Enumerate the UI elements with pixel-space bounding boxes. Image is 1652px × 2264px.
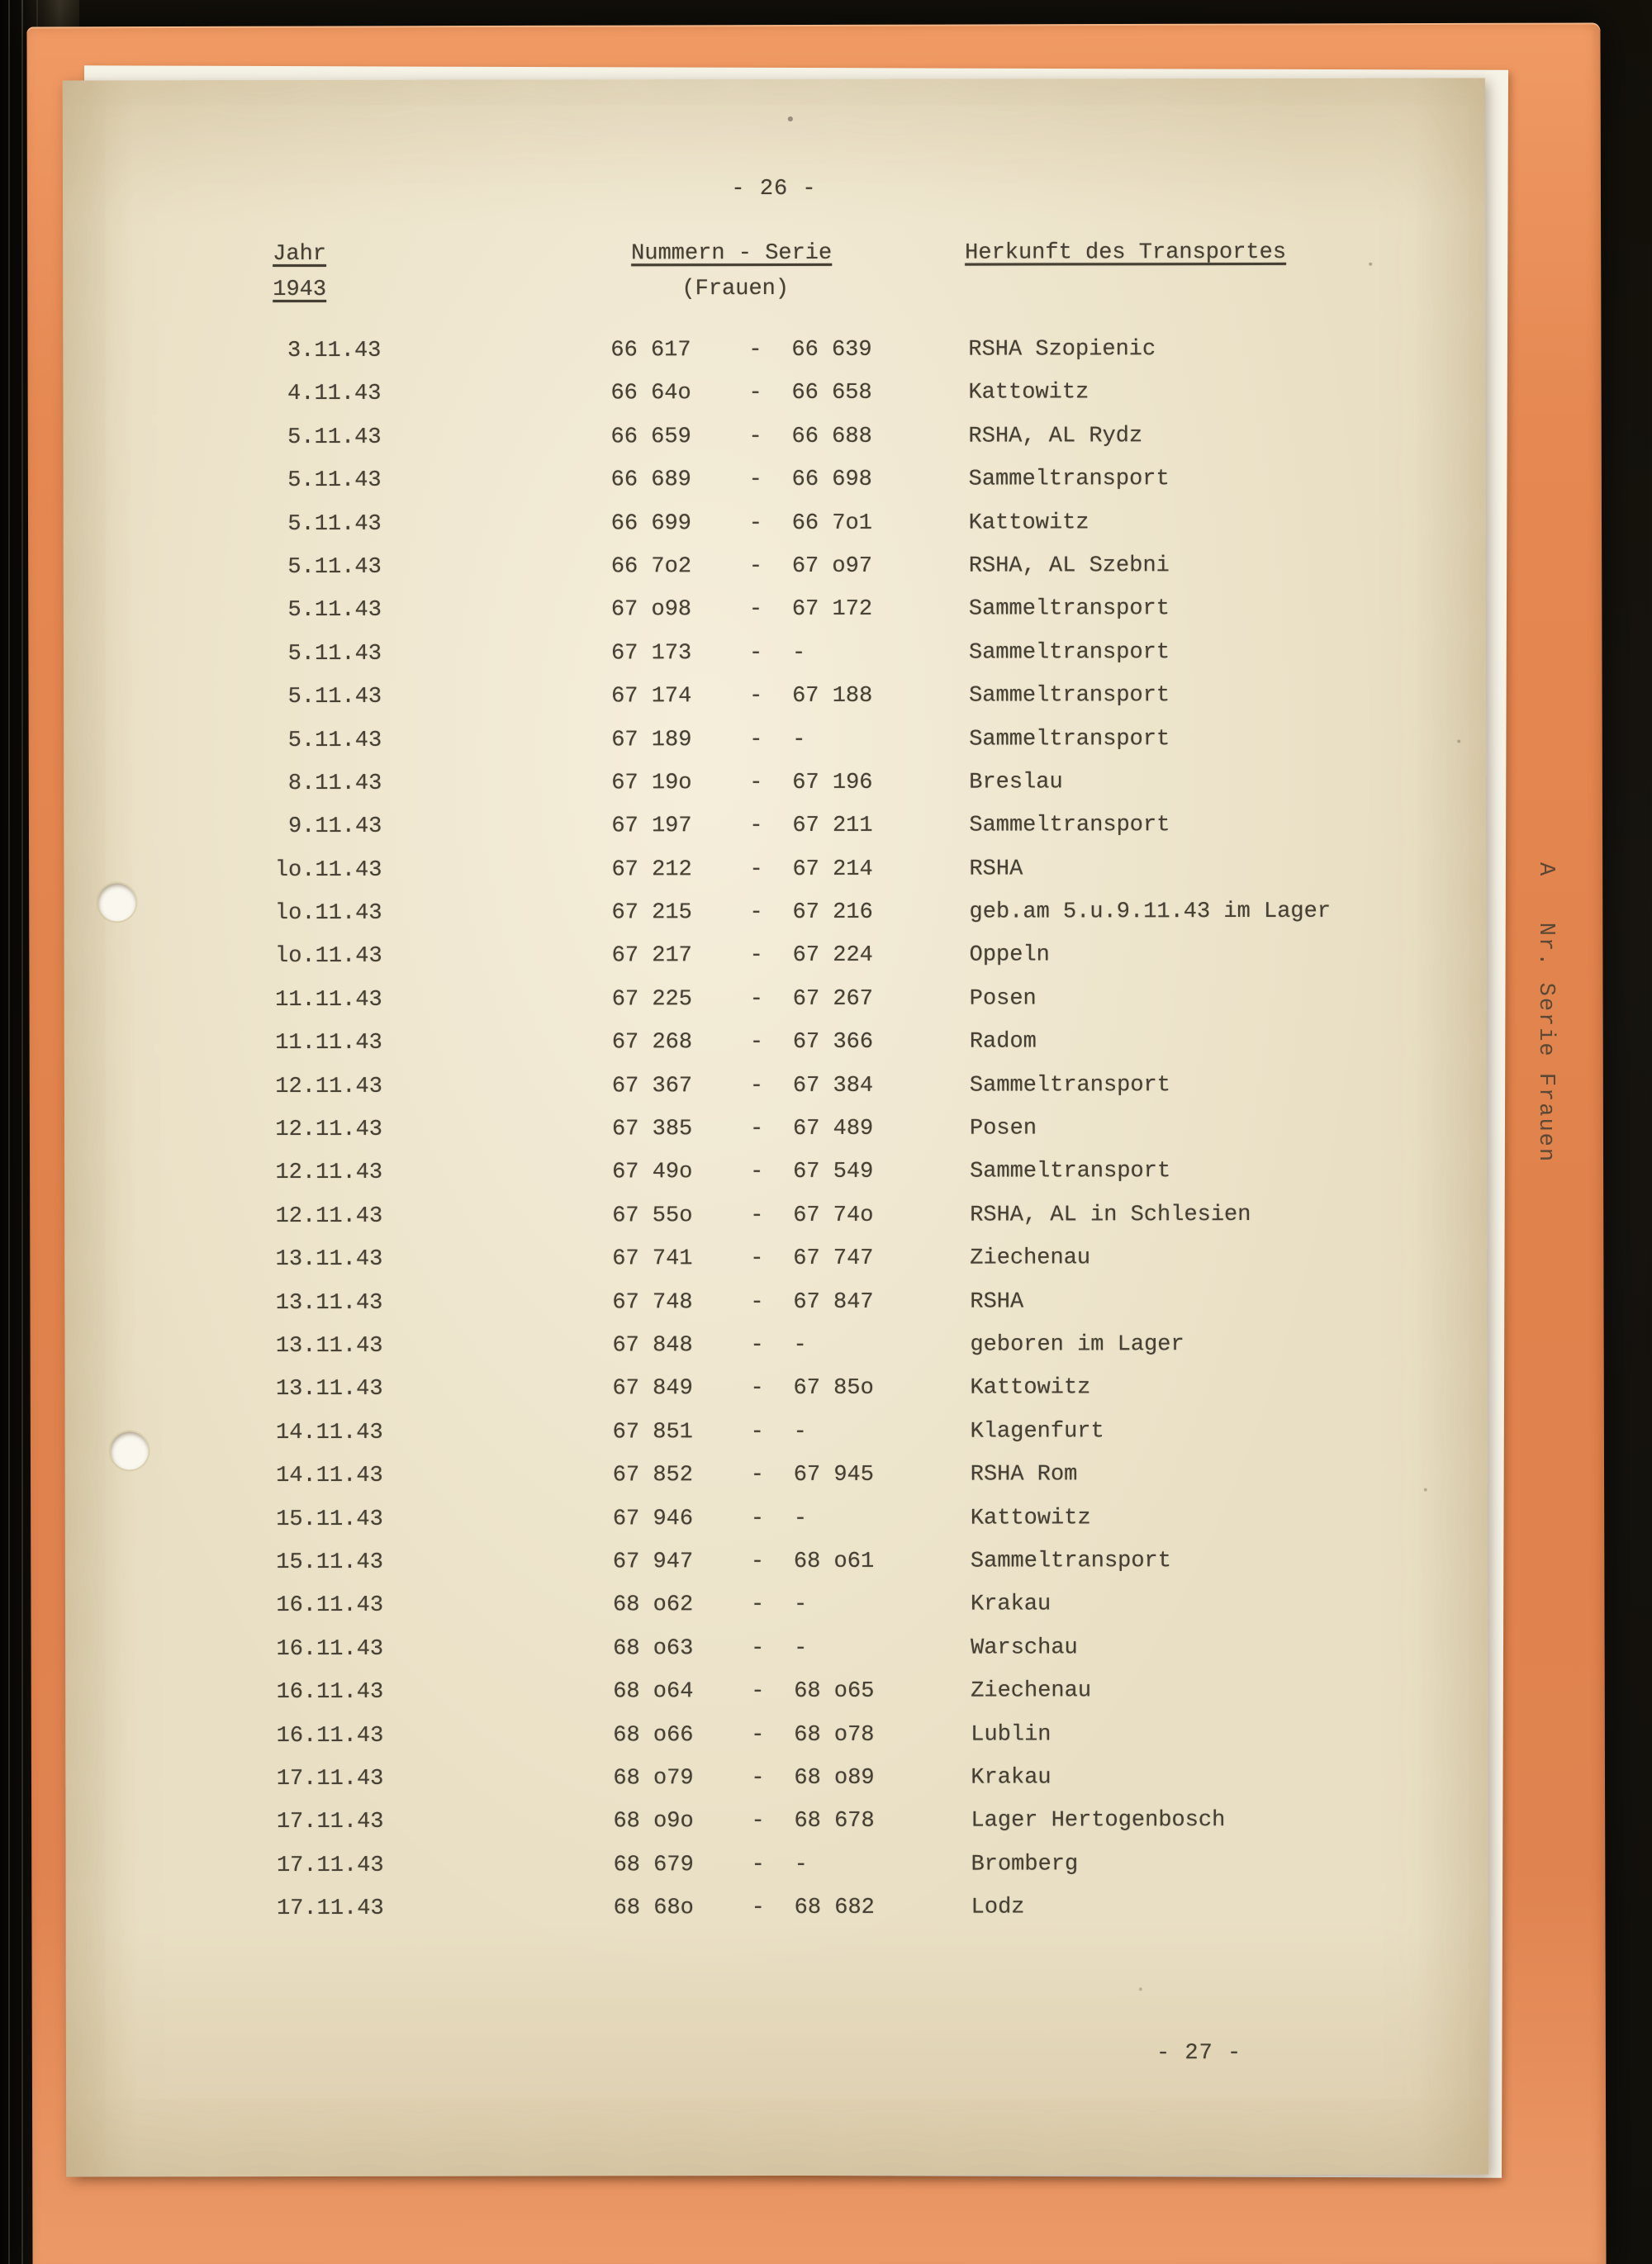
- row-range-dash: -: [751, 1722, 765, 1748]
- row-date: 5.11.43: [287, 511, 382, 537]
- row-range-dash: -: [749, 943, 763, 969]
- table-row: [65, 1539, 1488, 1584]
- row-origin: Krakau: [970, 1592, 1051, 1617]
- row-date: 17.11.43: [276, 1853, 384, 1878]
- row-date: 17.11.43: [276, 1896, 384, 1922]
- row-number-to: 67 211: [792, 814, 873, 839]
- row-date: 5.11.43: [287, 425, 382, 450]
- row-origin: RSHA, AL Rydz: [968, 424, 1143, 449]
- table-row: [64, 543, 1486, 589]
- row-origin: Kattowitz: [970, 1375, 1091, 1401]
- row-number-from: 67 947: [612, 1550, 694, 1575]
- row-date: 13.11.43: [275, 1377, 383, 1403]
- row-number-from: 66 617: [610, 338, 691, 363]
- row-date: 11.11.43: [275, 1031, 382, 1056]
- row-number-to: 67 489: [792, 1116, 874, 1141]
- row-number-to: 67 216: [792, 899, 873, 926]
- row-range-dash: -: [750, 1203, 764, 1228]
- row-number-from: 67 212: [611, 857, 692, 883]
- table-row: [64, 630, 1486, 676]
- row-origin: Kattowitz: [968, 380, 1089, 406]
- row-number-from: 67 741: [612, 1246, 693, 1272]
- row-number-to: 67 847: [793, 1289, 874, 1315]
- row-number-from: 67 225: [611, 987, 692, 1013]
- row-range-dash: -: [748, 553, 763, 580]
- row-number-to: 68 o65: [794, 1678, 875, 1705]
- table-row: [65, 1583, 1488, 1628]
- row-number-to: -: [793, 1592, 808, 1618]
- row-range-dash: -: [750, 1549, 765, 1574]
- row-date: 5.11.43: [287, 468, 382, 494]
- row-number-from: 67 385: [611, 1117, 693, 1142]
- table-row: [64, 501, 1486, 546]
- row-number-from: 67 197: [611, 814, 692, 839]
- row-range-dash: -: [750, 1419, 764, 1445]
- row-range-dash: -: [748, 381, 762, 406]
- table-row: [64, 890, 1487, 936]
- row-origin: Ziechenau: [971, 1678, 1092, 1704]
- row-date: 13.11.43: [275, 1290, 383, 1316]
- series-sublabel: (Frauen): [681, 276, 790, 302]
- row-origin: Krakau: [971, 1765, 1051, 1791]
- transport-rows: [63, 327, 1488, 1930]
- table-row: [64, 717, 1486, 762]
- table-row: [64, 1107, 1487, 1152]
- row-number-to: 67 366: [792, 1030, 874, 1056]
- row-number-from: 67 o98: [610, 597, 692, 623]
- row-range-dash: -: [749, 684, 763, 710]
- row-number-to: 66 688: [791, 424, 872, 449]
- row-number-to: 66 7o1: [791, 510, 872, 536]
- row-number-to: 67 214: [792, 857, 873, 882]
- row-range-dash: -: [749, 900, 763, 926]
- row-range-dash: -: [751, 1809, 765, 1834]
- row-date: 17.11.43: [276, 1810, 384, 1835]
- row-range-dash: -: [751, 1896, 765, 1921]
- row-number-from: 68 o9o: [613, 1809, 694, 1834]
- row-origin: Sammeltransport: [969, 683, 1170, 709]
- table-row: [64, 458, 1486, 503]
- row-number-from: 67 217: [611, 943, 692, 969]
- row-origin: RSHA, AL Szebni: [968, 553, 1170, 579]
- row-date: 15.11.43: [276, 1550, 383, 1575]
- table-row: [65, 1453, 1488, 1498]
- row-number-from: 68 o64: [613, 1679, 694, 1705]
- row-number-from: 67 268: [611, 1030, 693, 1056]
- row-range-dash: -: [749, 857, 763, 882]
- table-row: [64, 976, 1487, 1022]
- table-row: [64, 804, 1486, 849]
- row-number-from: 67 748: [612, 1289, 693, 1315]
- row-range-dash: -: [748, 468, 762, 493]
- row-origin: RSHA, AL in Schlesien: [970, 1202, 1251, 1228]
- column-header-year: [273, 237, 326, 308]
- table-row: [64, 1279, 1487, 1325]
- row-range-dash: -: [750, 1376, 764, 1402]
- row-range-dash: -: [749, 1030, 764, 1056]
- row-range-dash: -: [749, 727, 763, 752]
- column-header-origin: [965, 235, 1286, 272]
- row-number-from: 67 19o: [611, 771, 692, 796]
- table-row: [65, 1669, 1488, 1715]
- row-origin: Lager Hertogenbosch: [971, 1808, 1226, 1834]
- row-date: 14.11.43: [276, 1463, 383, 1489]
- row-origin: RSHA: [969, 857, 1023, 882]
- row-number-from: 67 215: [611, 900, 692, 926]
- row-date: 12.11.43: [275, 1160, 383, 1186]
- row-number-from: 66 659: [610, 424, 691, 450]
- row-date: lo.11.43: [274, 944, 382, 970]
- table-row: [65, 1496, 1488, 1541]
- row-number-to: 66 639: [791, 337, 872, 363]
- row-number-to: -: [793, 1506, 808, 1531]
- row-range-dash: -: [748, 338, 762, 363]
- table-row: [65, 1799, 1488, 1844]
- row-origin: RSHA Szopienic: [968, 337, 1156, 363]
- row-origin: Sammeltransport: [969, 726, 1170, 752]
- row-range-dash: -: [750, 1289, 764, 1315]
- row-origin: Sammeltransport: [968, 639, 1170, 666]
- row-number-from: 68 68o: [613, 1896, 694, 1921]
- row-number-from: 66 7o2: [610, 554, 692, 580]
- table-row: [64, 1236, 1487, 1282]
- row-date: 13.11.43: [275, 1333, 383, 1360]
- page-number-top: - 26 -: [731, 176, 817, 202]
- row-number-to: 67 74o: [793, 1203, 874, 1228]
- row-number-to: -: [794, 1635, 808, 1661]
- row-date: 17.11.43: [276, 1766, 384, 1792]
- row-origin: Sammeltransport: [970, 1549, 1171, 1574]
- document-page: [63, 78, 1488, 2176]
- row-range-dash: -: [751, 1635, 765, 1661]
- row-number-to: 68 o61: [793, 1549, 875, 1574]
- row-origin: Bromberg: [971, 1852, 1079, 1877]
- table-row: [63, 371, 1485, 416]
- row-number-to: 68 678: [794, 1809, 875, 1834]
- row-number-to: 68 o89: [794, 1765, 875, 1791]
- row-date: 16.11.43: [276, 1593, 384, 1619]
- row-origin: geb.am 5.u.9.11.43 im Lager: [969, 899, 1332, 925]
- row-origin: Kattowitz: [970, 1505, 1091, 1531]
- row-number-from: 68 679: [613, 1852, 694, 1878]
- row-number-to: -: [792, 727, 806, 752]
- side-label: A Nr. Serie Frauen: [1533, 862, 1558, 1164]
- row-origin: RSHA: [970, 1289, 1024, 1315]
- row-date: 16.11.43: [276, 1723, 384, 1749]
- table-row: [66, 1842, 1488, 1887]
- row-range-dash: -: [748, 510, 762, 536]
- row-origin: Lublin: [971, 1721, 1051, 1748]
- row-number-to: 68 o78: [794, 1722, 875, 1748]
- row-origin: geboren im Lager: [970, 1332, 1184, 1358]
- table-row: [66, 1886, 1488, 1931]
- table-row: [64, 847, 1486, 892]
- row-number-from: 67 173: [610, 640, 692, 667]
- row-origin: RSHA Rom: [970, 1462, 1078, 1488]
- row-date: 12.11.43: [275, 1203, 383, 1229]
- row-origin: Sammeltransport: [968, 596, 1170, 622]
- row-number-to: -: [793, 1332, 807, 1358]
- table-row: [63, 414, 1485, 459]
- row-range-dash: -: [748, 424, 762, 449]
- row-number-to: 66 698: [791, 467, 872, 493]
- row-date: 12.11.43: [275, 1074, 382, 1099]
- row-range-dash: -: [750, 1463, 764, 1488]
- row-origin: Posen: [969, 1116, 1037, 1141]
- row-range-dash: -: [749, 1117, 764, 1142]
- table-row: [64, 1020, 1487, 1066]
- row-range-dash: -: [750, 1592, 765, 1618]
- row-range-dash: -: [751, 1679, 765, 1705]
- row-number-to: 67 172: [791, 597, 873, 623]
- row-range-dash: -: [749, 986, 763, 1012]
- row-number-from: 68 o62: [612, 1592, 694, 1618]
- table-row: [64, 674, 1486, 719]
- row-number-from: 67 55o: [612, 1203, 693, 1229]
- row-number-from: 67 849: [612, 1376, 693, 1402]
- row-number-from: 67 189: [611, 727, 692, 752]
- row-date: 5.11.43: [287, 641, 382, 667]
- table-row: [64, 933, 1487, 979]
- row-range-dash: -: [751, 1852, 765, 1877]
- table-row: [64, 1193, 1487, 1238]
- row-number-from: 67 49o: [612, 1160, 693, 1185]
- year-label: Jahr: [273, 241, 326, 268]
- row-date: 3.11.43: [287, 338, 382, 364]
- row-date: 16.11.43: [276, 1636, 384, 1662]
- row-number-from: 67 851: [612, 1419, 693, 1445]
- row-number-from: 68 o66: [613, 1722, 694, 1748]
- row-origin: Sammeltransport: [969, 1072, 1170, 1099]
- row-date: 5.11.43: [287, 728, 382, 753]
- table-row: [65, 1755, 1488, 1801]
- row-number-from: 67 367: [611, 1073, 693, 1099]
- page-number-bottom: - 27 -: [1156, 2041, 1242, 2067]
- table-row: [64, 760, 1486, 805]
- row-date: 11.11.43: [275, 987, 382, 1013]
- row-number-from: 67 946: [612, 1506, 694, 1531]
- row-date: lo.11.43: [274, 900, 382, 927]
- row-number-to: 67 945: [793, 1462, 874, 1488]
- row-number-to: 67 188: [792, 683, 873, 710]
- row-range-dash: -: [750, 1506, 765, 1531]
- row-origin: Sammeltransport: [968, 467, 1170, 492]
- row-date: 13.11.43: [275, 1247, 383, 1273]
- row-range-dash: -: [750, 1160, 764, 1185]
- row-number-to: 67 267: [792, 986, 873, 1012]
- year-value: 1943: [273, 277, 327, 303]
- row-number-from: 66 699: [610, 510, 691, 536]
- series-label: Nummern - Serie: [631, 240, 833, 267]
- row-number-to: 67 224: [792, 943, 873, 969]
- row-number-from: 67 852: [612, 1463, 693, 1488]
- row-range-dash: -: [748, 597, 763, 623]
- row-date: 12.11.43: [275, 1117, 383, 1143]
- row-date: 16.11.43: [276, 1679, 384, 1706]
- row-origin: Warschau: [971, 1635, 1078, 1661]
- row-date: 5.11.43: [287, 684, 382, 710]
- row-range-dash: -: [748, 640, 763, 666]
- table-row: [64, 1150, 1487, 1195]
- row-range-dash: -: [749, 1073, 764, 1099]
- row-number-from: 66 64o: [610, 381, 691, 406]
- row-number-to: 67 549: [793, 1160, 874, 1185]
- row-date: 9.11.43: [287, 814, 382, 840]
- table-row: [65, 1409, 1488, 1455]
- row-origin: Sammeltransport: [969, 813, 1170, 838]
- table-row: [65, 1712, 1488, 1758]
- row-number-to: 67 85o: [793, 1376, 874, 1402]
- row-origin: Ziechenau: [970, 1246, 1091, 1271]
- row-range-dash: -: [750, 1246, 764, 1272]
- column-header-series: [631, 236, 846, 307]
- row-number-from: 68 o79: [613, 1766, 694, 1792]
- row-number-to: 67 384: [792, 1073, 874, 1099]
- row-number-to: -: [794, 1852, 808, 1877]
- row-range-dash: -: [749, 770, 763, 795]
- row-number-to: -: [793, 1419, 807, 1445]
- row-number-to: 68 682: [794, 1895, 875, 1921]
- row-range-dash: -: [751, 1765, 765, 1791]
- row-number-to: 66 658: [791, 381, 872, 406]
- row-origin: Breslau: [969, 770, 1063, 795]
- row-number-to: 67 196: [792, 770, 873, 795]
- row-date: 5.11.43: [287, 554, 382, 580]
- table-row: [65, 1366, 1488, 1412]
- row-number-from: 66 689: [610, 468, 691, 493]
- row-date: lo.11.43: [274, 857, 382, 883]
- row-origin: Radom: [969, 1029, 1037, 1055]
- row-date: 5.11.43: [287, 598, 382, 624]
- paper-specks: [63, 81, 64, 83]
- row-number-from: 67 848: [612, 1333, 693, 1359]
- table-row: [64, 587, 1486, 633]
- row-origin: Kattowitz: [968, 510, 1089, 536]
- row-date: 15.11.43: [276, 1507, 383, 1532]
- row-number-to: 67 o97: [791, 553, 873, 579]
- row-origin: Oppeln: [969, 942, 1050, 969]
- row-range-dash: -: [750, 1333, 764, 1359]
- row-date: 4.11.43: [287, 382, 382, 407]
- table-row: [65, 1626, 1488, 1671]
- origin-label: Herkunft des Transportes: [965, 240, 1287, 266]
- row-number-from: 68 o63: [613, 1635, 694, 1662]
- table-row: [63, 327, 1485, 373]
- row-date: 8.11.43: [287, 771, 382, 796]
- row-date: 14.11.43: [275, 1420, 383, 1445]
- row-origin: Klagenfurt: [970, 1419, 1104, 1445]
- row-range-dash: -: [749, 814, 763, 839]
- row-number-from: 67 174: [611, 684, 692, 710]
- table-row: [64, 1322, 1487, 1368]
- row-number-to: 67 747: [793, 1246, 874, 1272]
- row-origin: Sammeltransport: [970, 1159, 1171, 1185]
- row-origin: Lodz: [971, 1895, 1025, 1920]
- row-number-to: -: [791, 640, 806, 666]
- table-row: [64, 1063, 1487, 1108]
- row-origin: Posen: [969, 986, 1037, 1012]
